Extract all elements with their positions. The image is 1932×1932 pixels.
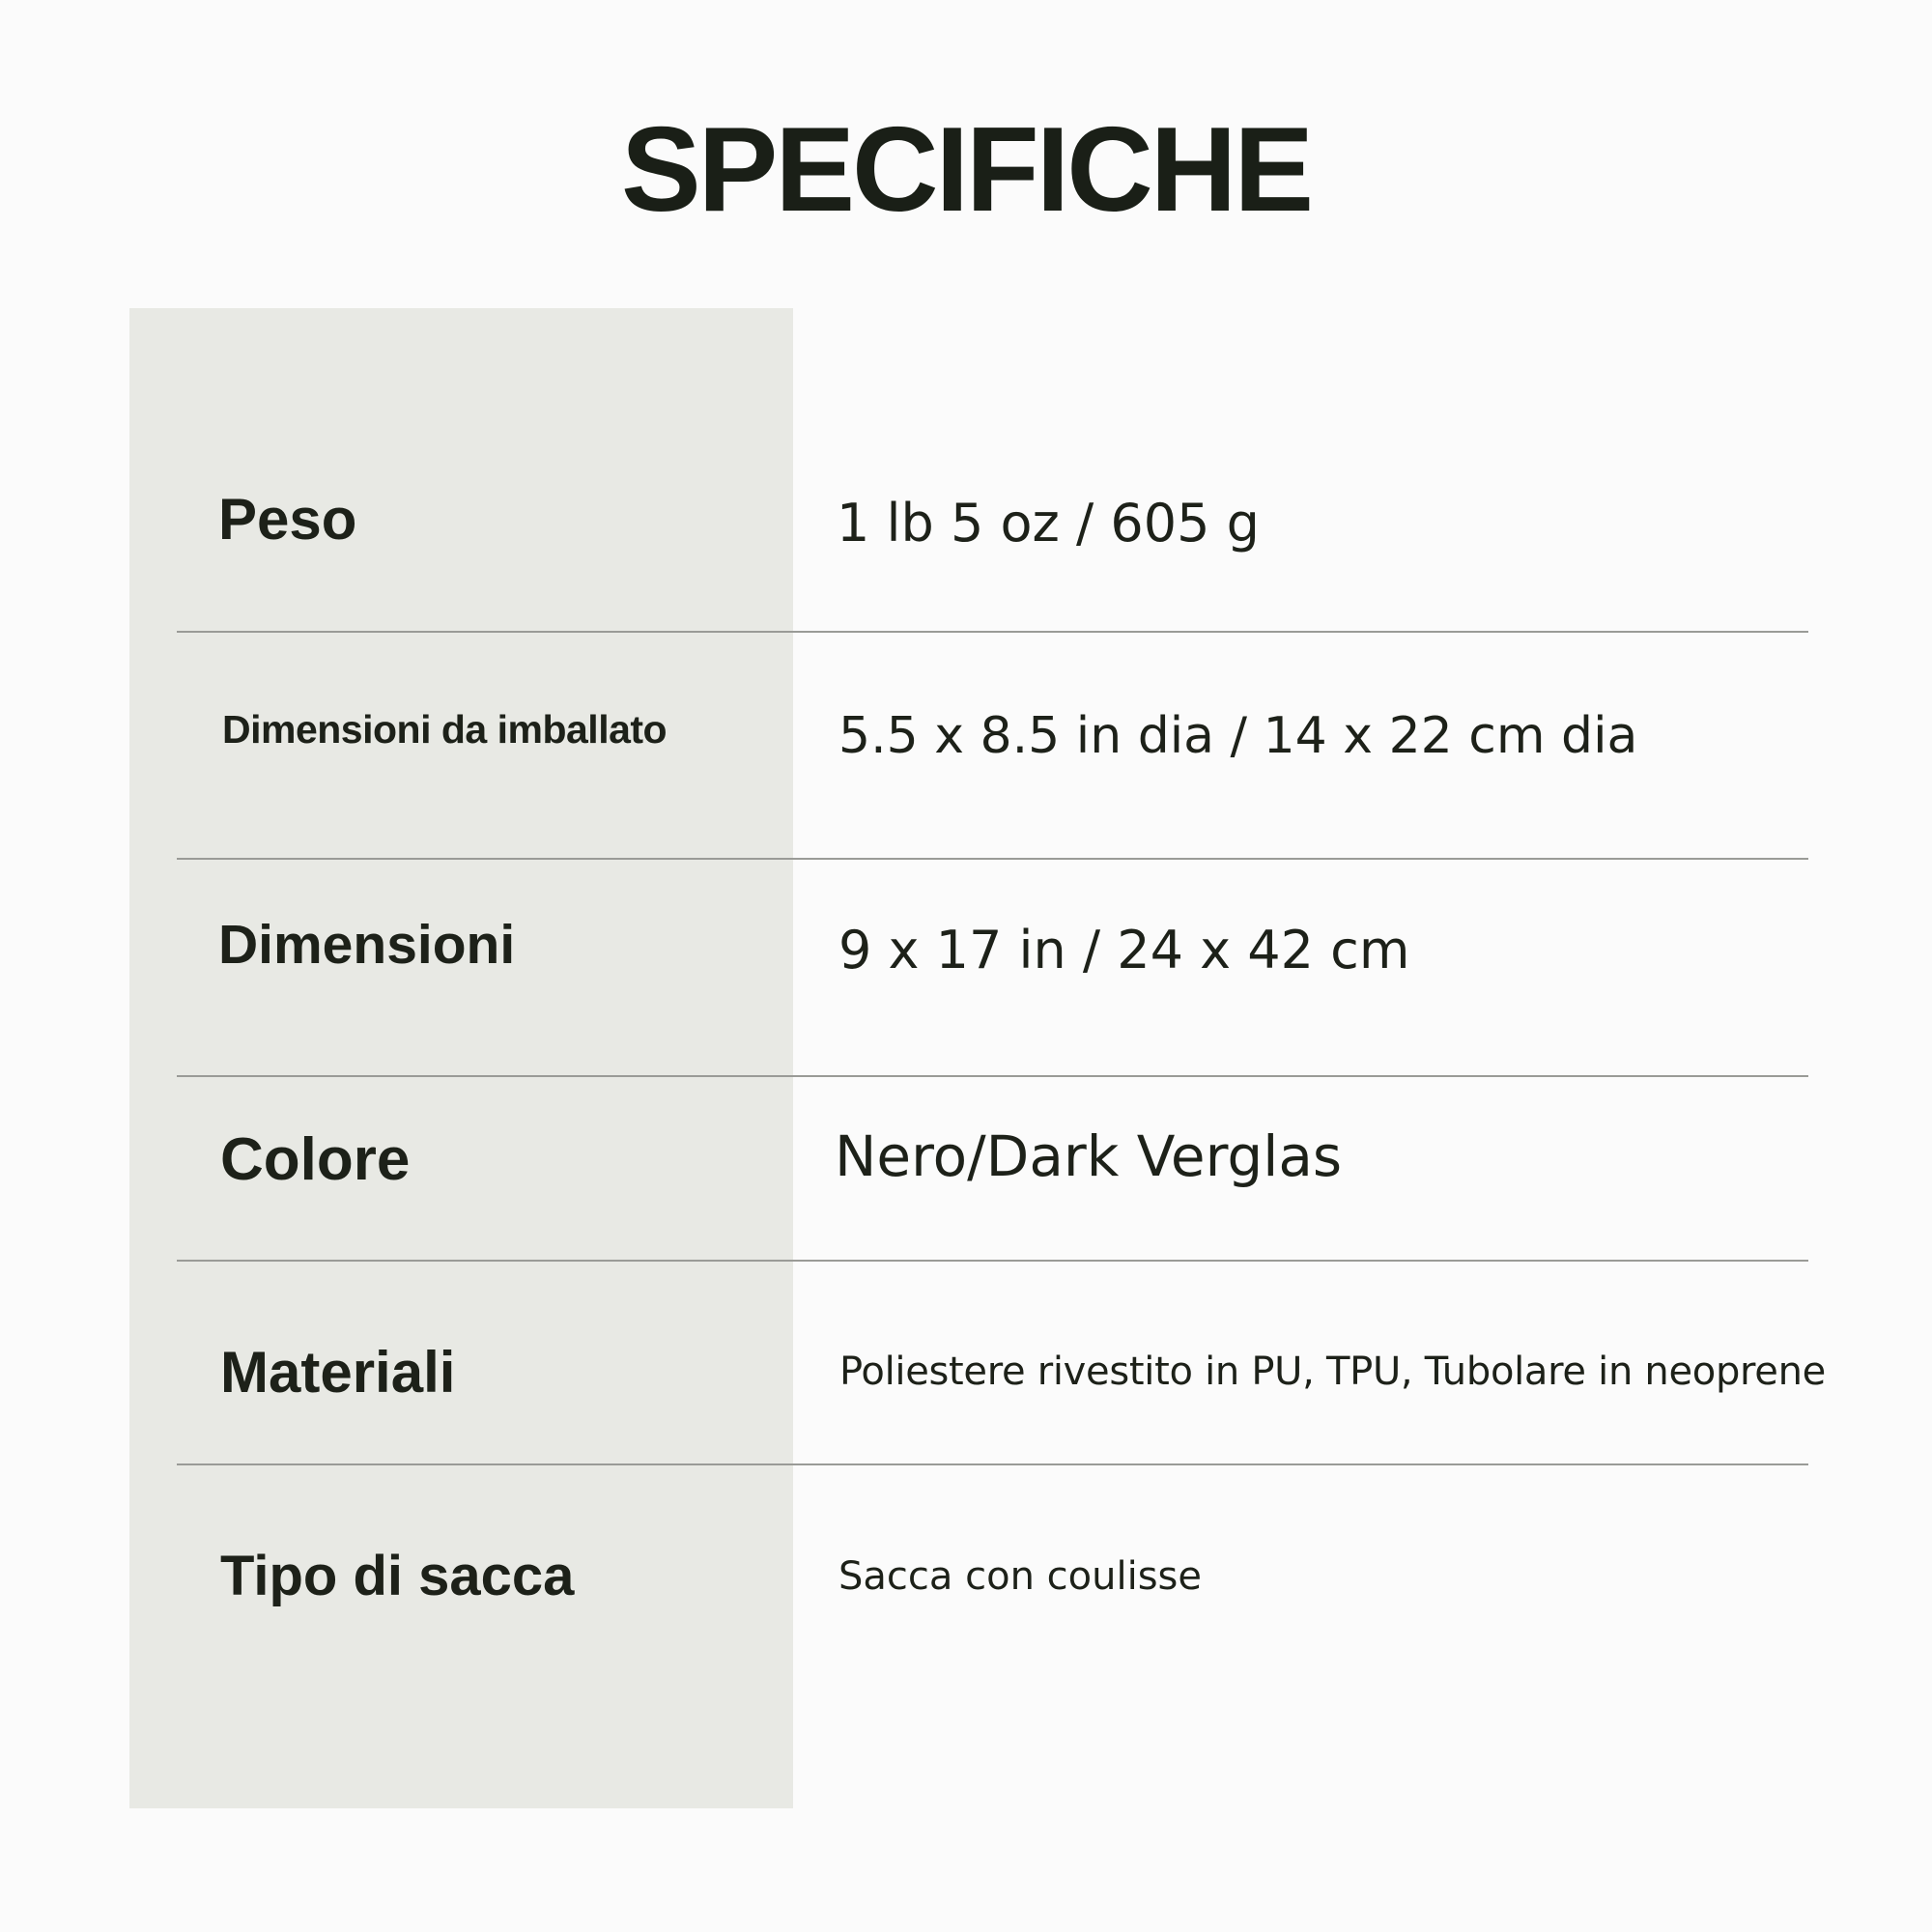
row-divider <box>177 631 1808 633</box>
page-title: SPECIFICHE <box>620 103 1312 237</box>
spec-value-color: Nero/Dark Verglas <box>835 1123 1343 1189</box>
row-divider <box>177 858 1808 860</box>
spec-label-color: Colore <box>220 1126 411 1193</box>
spec-label-bag-type: Tipo di sacca <box>220 1545 575 1607</box>
spec-label-packed-dimensions: Dimensioni da imballato <box>222 707 668 752</box>
spec-label-materials: Materiali <box>220 1340 456 1405</box>
spec-value-bag-type: Sacca con coulisse <box>838 1554 1202 1599</box>
spec-value-weight: 1 lb 5 oz / 605 g <box>837 493 1260 554</box>
spec-label-dimensions: Dimensioni <box>218 914 516 976</box>
row-divider <box>177 1075 1808 1077</box>
row-divider <box>177 1260 1808 1262</box>
spec-value-dimensions: 9 x 17 in / 24 x 42 cm <box>838 920 1410 980</box>
spec-value-packed-dimensions: 5.5 x 8.5 in dia / 14 x 22 cm dia <box>838 707 1638 765</box>
spec-label-weight: Peso <box>218 487 357 552</box>
spec-value-materials: Poliestere rivestito in PU, TPU, Tubolare in neoprene <box>839 1350 1826 1394</box>
row-divider <box>177 1463 1808 1465</box>
